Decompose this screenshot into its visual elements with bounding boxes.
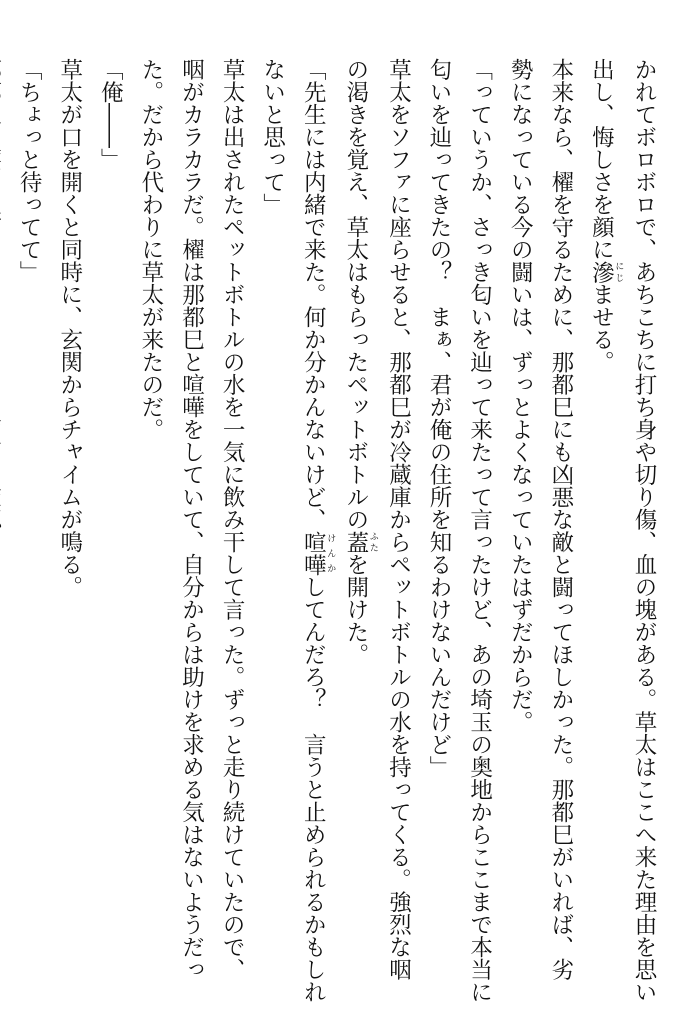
ruby-nijimu (588, 260, 624, 284)
text-segment: の渇きを覚え、草太はもらったペットボトルの (342, 58, 369, 531)
ruby-reading: ふた (367, 530, 378, 553)
text-line-13: た。だから代わりに草太が来たのだ。 (137, 58, 164, 441)
text-line-4: 勢になっている今の闘いは、ずっとよくなっていたはずだからだ。 (507, 58, 534, 733)
vertical-text-body (0, 58, 664, 1003)
text-segment: してんだろ？ 言うと止められるかもしれ (300, 575, 327, 1003)
ruby-base: 蓋 (342, 530, 369, 553)
ruby-base: 滲 (588, 260, 615, 283)
text-line-8 (335, 58, 378, 958)
text-line-3: 本来なら、櫂を守るために、那都巳にも凶悪な敵と闘ってほしかった。那都巳がいれば、劣 (547, 58, 574, 981)
text-line-2 (581, 58, 624, 958)
ruby-reading: けんか (325, 530, 336, 576)
text-segment: 出し、悔しさを顔に (588, 58, 615, 261)
text-line-5: 「っていうか、さっき匂いを辿って来たって言ったけど、あの埼玉の奥地からここまで本当に (466, 58, 493, 1003)
text-line-7: 草太をソファに座らせると、那都巳が冷蔵庫からペットボトルの水を持ってくる。強烈な咽 (385, 58, 412, 981)
ruby-futa (342, 530, 378, 554)
text-line-10: ないと思って」 (259, 58, 286, 216)
text-segment: ませる。 (588, 283, 615, 373)
text-line-9 (293, 58, 336, 1003)
text-line-1: かれてボロボロで、あちこちに打ち身や切り傷、血の塊がある。草太はここへ来た理由を思い (631, 58, 657, 1003)
text-line-15: 草太が口を開くと同時に、玄関からチャイムが鳴る。 (56, 58, 83, 598)
text-line-12: 咽がカラカラだ。櫂は那都巳と喧嘩をしていて、自分からは助けを求める気はないようだっ (178, 58, 205, 981)
text-line-6: 匂いを辿ってきたの？ まぁ、君が俺の住所を知るわけないんだけど」 (426, 58, 453, 778)
ruby-base: 喧嘩 (300, 530, 327, 576)
text-line-14: 「俺――」 (97, 58, 124, 171)
ruby-kenka (300, 530, 336, 576)
ruby-reading: にじ (613, 260, 624, 283)
text-line-16: 「ちょっと待ってて」 (16, 58, 43, 283)
text-segment: を開けた。 (342, 553, 369, 666)
text-segment: 「先生には内緒で来た。何か分かんないけど、 (300, 58, 327, 531)
text-line-11: 草太は出されたペットボトルの水を一気に飲み干して言った。ずっと走り続けていたので、 (219, 58, 246, 981)
text-line-17 (0, 58, 9, 958)
